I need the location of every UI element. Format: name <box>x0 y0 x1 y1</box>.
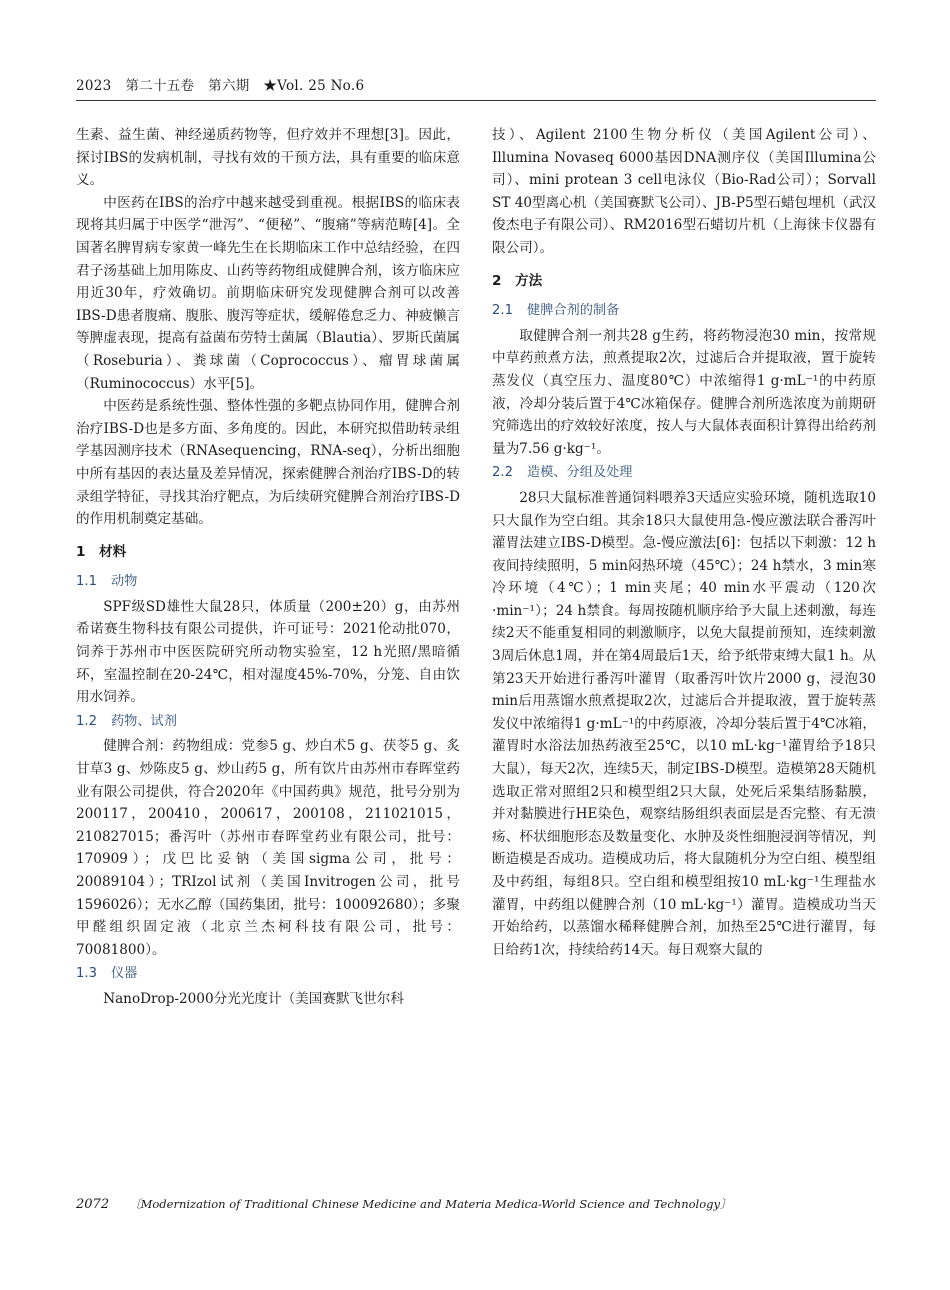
page-number: 2072 <box>76 1197 110 1212</box>
page-footer <box>76 1196 876 1212</box>
subsection-number: 1.1 <box>76 574 97 590</box>
intro-paragraph-1: 生素、益生菌、神经递质药物等，但疗效并不理想[3]。因此，探讨IBS的发病机制，寻找有效的干预方法，具有重要的临床意义。 <box>76 127 460 189</box>
subsection-title: 药物、试剂 <box>110 713 177 729</box>
subsection-title: 健脾合剂的制备 <box>526 303 620 319</box>
animals-paragraph: SPF级SD雄性大鼠28只，体质量（200±20）g，由苏州希诺赛生物科技有限公司提供，许可证号：2021伦动批070，饲养于苏州市中医医院研究所动物实验室，12 h光照/黑暗循环，室温控制在20-24℃，相对湿度45%-70%，分笼、自由饮用水饲养。 <box>76 598 460 706</box>
modeling-paragraph: 28只大鼠标准普通饲料喂养3天适应实验环境，随机选取10只大鼠作为空白组。其余18只大鼠使用急-慢应激法联合番泻叶灌胃法建立IBS-D模型。急-慢应激法[6]：包括以下刺激：12 h夜间持续照明，5 min闷热环境（45℃）；24 h禁水，3 min寒冷环境（4℃）；1 min夹尾；40 min水平震动（120次·min⁻¹）；24 h禁食。每周按随机顺序给予大鼠上述刺激，每连续2天不能重复相同的刺激顺序，以免大鼠提前预知，连续刺激3周后休息1周，并在第4周最后1天，给予纸带束缚大鼠1 h。从第23天开始进行番泻叶灌胃（取番泻叶饮片2000 g，浸泡30 min后用蒸馏水煎煮提取2次，过滤后合并提取液，置于旋转蒸发仪中浓缩得1 g·mL⁻¹的中药原液，冷却分装后置于4℃冰箱，灌胃时水浴法加热药液至25℃，以10 mL·kg⁻¹灌胃给予18只大鼠），每天2次，连续5天，制定IBS-D模型。造模第28天随机选取正常对照组2只和模型组2只大鼠，处死后采集结肠黏膜，并对黏膜进行HE染色，观察结肠组织表面层是否完整、有无溃疡、杯状细胞形态及数量变化、水肿及炎性细胞浸润等情况，判断造模是否成功。造模成功后，将大鼠随机分为空白组、模型组及中药组，每组8只。空白组和模型组按10 mL·kg⁻¹生理盐水灌胃，中药组以健脾合剂（10 mL·kg⁻¹）灌胃。造模成功当天开始给药，以蒸馏水稀释健脾合剂，加热至25℃进行灌胃，每日给药1次，持续给药14天。每日观察大鼠的 <box>492 489 876 958</box>
subsection-title: 仪器 <box>110 966 138 982</box>
subsection-heading-animals <box>76 571 460 594</box>
subsection-title: 动物 <box>110 574 138 590</box>
subsection-number: 2.2 <box>492 465 513 481</box>
subsection-heading-preparation <box>492 300 876 323</box>
instruments-paragraph-continued: 技）、Agilent 2100生物分析仪（美国Agilent公司）、Illumina Novaseq 6000基因DNA测序仪（美国Illumina公司）、mini protean 3 cell电泳仪（Bio-Rad公司）；Sorvall ST 40型离心机（美国赛默飞公司）、JB-P5型石蜡包埋机（武汉俊杰电子有限公司）、RM2016型石蜡切片机（上海徕卡仪器有限公司）。 <box>492 127 876 256</box>
subsection-title: 造模、分组及处理 <box>526 465 633 481</box>
subsection-heading-instruments <box>76 963 460 986</box>
section-heading-materials: 1 材料 <box>76 543 127 560</box>
subsection-number: 2.1 <box>492 303 513 319</box>
right-column <box>492 124 876 961</box>
drugs-paragraph: 健脾合剂：药物组成：党参5 g、炒白术5 g、茯苓5 g、炙甘草3 g、炒陈皮5 g、炒山药5 g，所有饮片由苏州市春晖堂药业有限公司提供，符合2020年《中国药典》规范，批号分别为200117，200410，200617，200108，211021015，210827015；番泻叶（苏州市春晖堂药业有限公司，批号：170909）；戊巴比妥钠（美国sigma公司，批号：20089104）；TRIzol试剂（美国Invitrogen公司，批号1596026）；无水乙醇（国药集团，批号：100092680）；多聚甲醛组织固定液（北京兰杰柯科技有限公司，批号：70081800）。 <box>76 738 460 958</box>
journal-name: 〔Modernization of Traditional Chinese Medicine and Materia Medica-World Science and Technology〕 <box>129 1197 732 1211</box>
preparation-paragraph: 取健脾合剂一剂共28 g生药，将药物浸泡30 min，按常规中草药煎煮方法，煎煮提取2次，过滤后合并提取液，置于旋转蒸发仪（真空压力、温度80℃）中浓缩得1 g·mL⁻¹的中药原液，冷却分装后置于4℃冰箱保存。健脾合剂所选浓度为前期研究筛选出的疗效较好浓度，按人与大鼠体表面积计算得出给药剂量为7.56 g·kg⁻¹。 <box>492 327 876 457</box>
header-rule <box>76 100 876 101</box>
left-column <box>76 124 460 1011</box>
section-heading-methods: 2 方法 <box>492 272 543 289</box>
subsection-heading-drugs <box>76 711 460 734</box>
subsection-number: 1.3 <box>76 966 97 982</box>
instruments-paragraph: NanoDrop-2000分光光度计（美国赛默飞世尔科 <box>103 990 404 1007</box>
intro-paragraph-2: 中医药在IBS的治疗中越来越受到重视。根据IBS的临床表现将其归属于中医学“泄泻”、“便秘”、“腹痛”等病范畴[4]。全国著名脾胃病专家黄一峰先生在长期临床工作中总结经验，在四君子汤基础上加用陈皮、山药等药物组成健脾合剂，该方临床应用近30年，疗效确切。前期临床研究发现健脾合剂可以改善IBS-D患者腹痛、腹胀、腹泻等症状，缓解倦怠乏力、神疲懒言等脾虚表现，提高有益菌布劳特士菌属（Blautia）、罗斯氏菌属（Roseburia）、粪球菌（Coprococcus）、瘤胃球菌属（Ruminococcus）水平[5]。 <box>76 194 460 392</box>
subsection-number: 1.2 <box>76 713 97 729</box>
running-header: 2023 第二十五卷 第六期 ★Vol. 25 No.6 <box>76 78 365 94</box>
subsection-heading-modeling <box>492 462 876 485</box>
intro-paragraph-3: 中医药是系统性强、整体性强的多靶点协同作用，健脾合剂治疗IBS-D也是多方面、多角度的。因此，本研究拟借助转录组学基因测序技术（RNAsequencing，RNA-seq），分析出细胞中所有基因的表达量及差异情况，探索健脾合剂治疗IBS-D的转录组学特征，寻找其治疗靶点，为后续研究健脾合剂治疗IBS-D的作用机制奠定基础。 <box>76 398 460 528</box>
